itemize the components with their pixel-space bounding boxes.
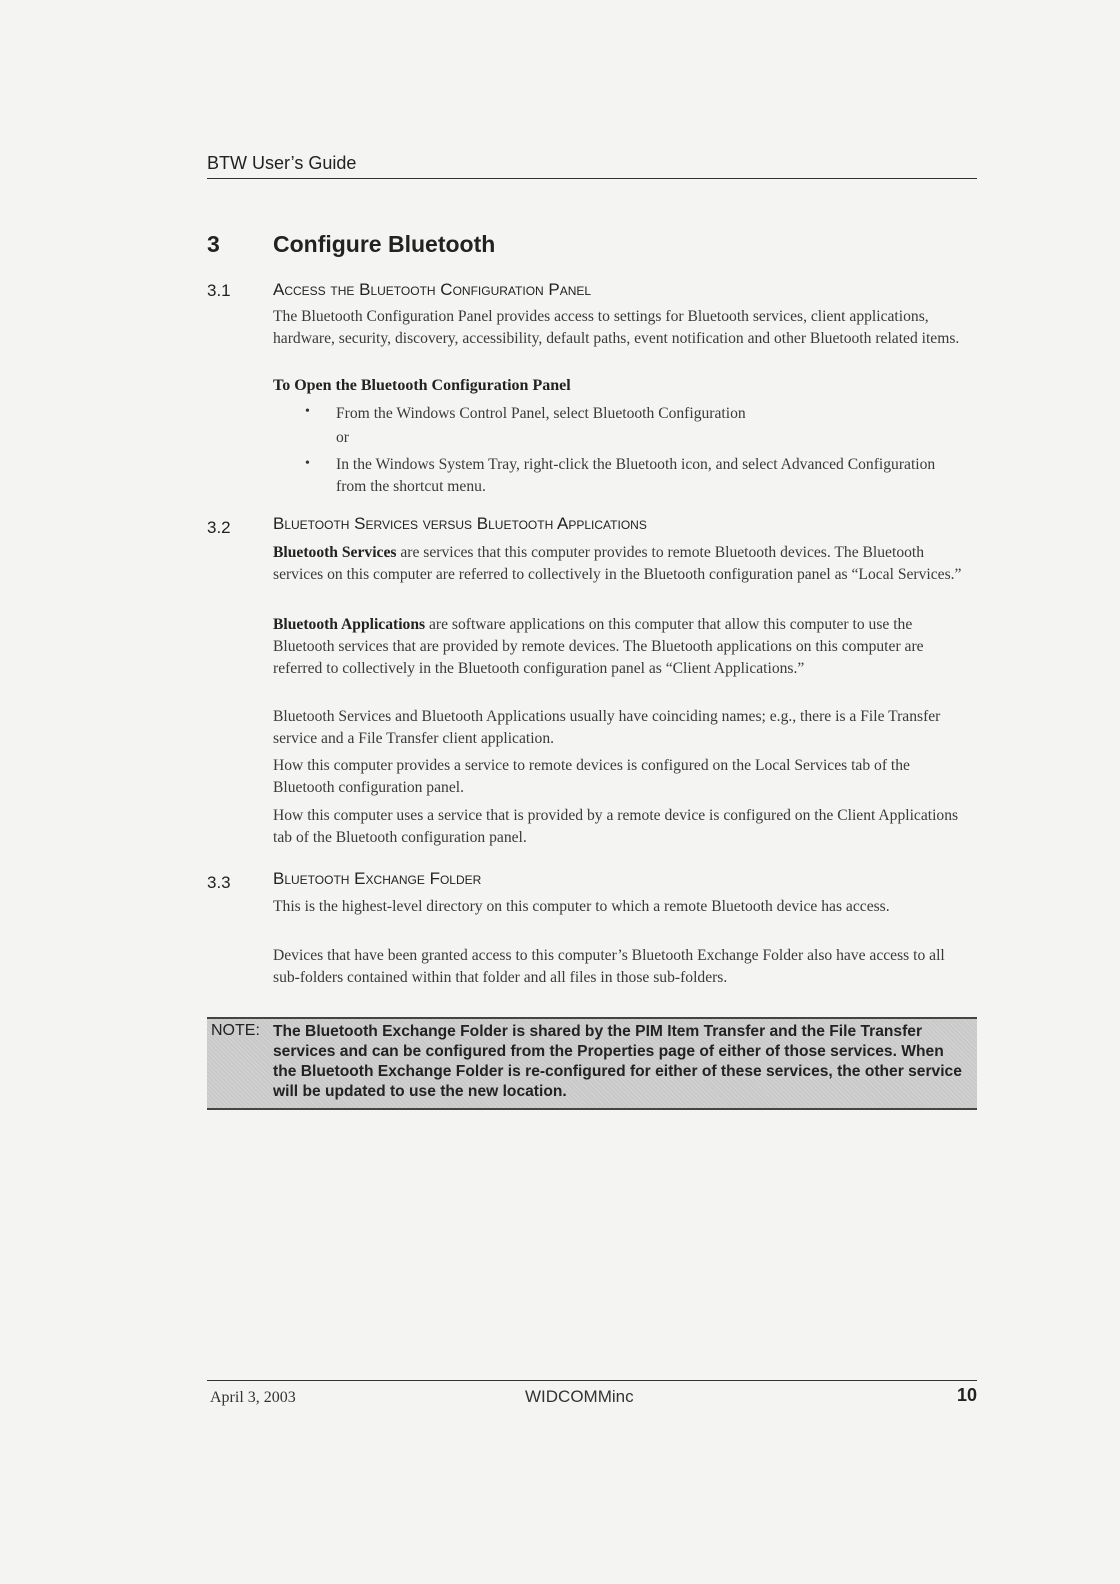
note-text: The Bluetooth Exchange Folder is shared by the PIM Item Transfer and the File Transfer services and can be configured from the Properties page of either of those services. When the Bluetooth Exchange Folder is re-configured for either of these services, the other service will be updated to use the new location. (273, 1023, 962, 1100)
paragraph-text: are services that this computer provides to remote Bluetooth devices. The Bluetooth services on this computer are referred to collectively in the Bluetooth configuration panel as “Local Services.” (273, 544, 962, 583)
note-box (207, 1017, 977, 1110)
section-paragraph (273, 614, 973, 680)
section-number: 3.2 (207, 518, 231, 537)
bullet-icon: • (305, 404, 310, 419)
section-title (273, 280, 973, 300)
bullet-suffix: or (336, 429, 349, 446)
section-paragraph: This is the highest-level directory on this computer to which a remote Bluetooth device has access. (273, 898, 890, 915)
bullet-text: From the Windows Control Panel, select Bluetooth Configuration (336, 405, 746, 422)
section-paragraph: The Bluetooth Configuration Panel provides access to settings for Bluetooth services, client applications, hardware, security, discovery, accessibility, default paths, event notification and other Bluetooth related items. (273, 308, 960, 347)
footer-rule (207, 1380, 977, 1381)
section-title (273, 514, 973, 534)
section-number: 3.1 (207, 281, 231, 300)
section-paragraph: How this computer provides a service to remote devices is configured on the Local Services tab of the Bluetooth configuration panel. (273, 757, 910, 796)
paragraph-text: are software applications on this computer that allow this computer to use the Bluetooth services that are provided by remote devices. The Bluetooth applications on this computer are referred to collectively in the Bluetooth configuration panel as “Client Applications.” (273, 616, 924, 677)
section-title-text: Access the Bluetooth Configuration Panel (273, 280, 592, 299)
section-title (273, 869, 973, 889)
section-paragraph: How this computer uses a service that is provided by a remote device is configured on the Client Applications tab of the Bluetooth configuration panel. (273, 807, 959, 846)
footer-company: WIDCOMMinc (525, 1387, 634, 1406)
bullet-text: In the Windows System Tray, right-click the Bluetooth icon, and select Advanced Configuration from the shortcut menu. (336, 456, 936, 495)
bullet-icon: • (305, 456, 310, 471)
section-number: 3.3 (207, 873, 231, 892)
section-paragraph: Bluetooth Services and Bluetooth Applications usually have coinciding names; e.g., there is a File Transfer service and a File Transfer client application. (273, 708, 941, 747)
section-paragraph: Devices that have been granted access to this computer’s Bluetooth Exchange Folder also have access to all sub-folders contained within that folder and all files in those sub-folders. (273, 947, 945, 986)
note-label: NOTE: (211, 1022, 260, 1039)
chapter-number: 3 (207, 231, 220, 257)
section-title-text: Bluetooth Exchange Folder (273, 869, 482, 888)
chapter-title: Configure Bluetooth (273, 231, 496, 257)
bold-term: Bluetooth Applications (273, 616, 426, 633)
procedure-title: To Open the Bluetooth Configuration Panel (273, 377, 571, 394)
bold-term: Bluetooth Services (273, 544, 397, 561)
section-paragraph (273, 542, 973, 586)
page-number: 10 (956, 1385, 977, 1405)
page-header-title: BTW User’s Guide (207, 153, 357, 173)
footer-date: April 3, 2003 (210, 1389, 296, 1406)
section-title-text: Bluetooth Services versus Bluetooth Applications (273, 514, 647, 533)
header-rule (207, 178, 977, 179)
